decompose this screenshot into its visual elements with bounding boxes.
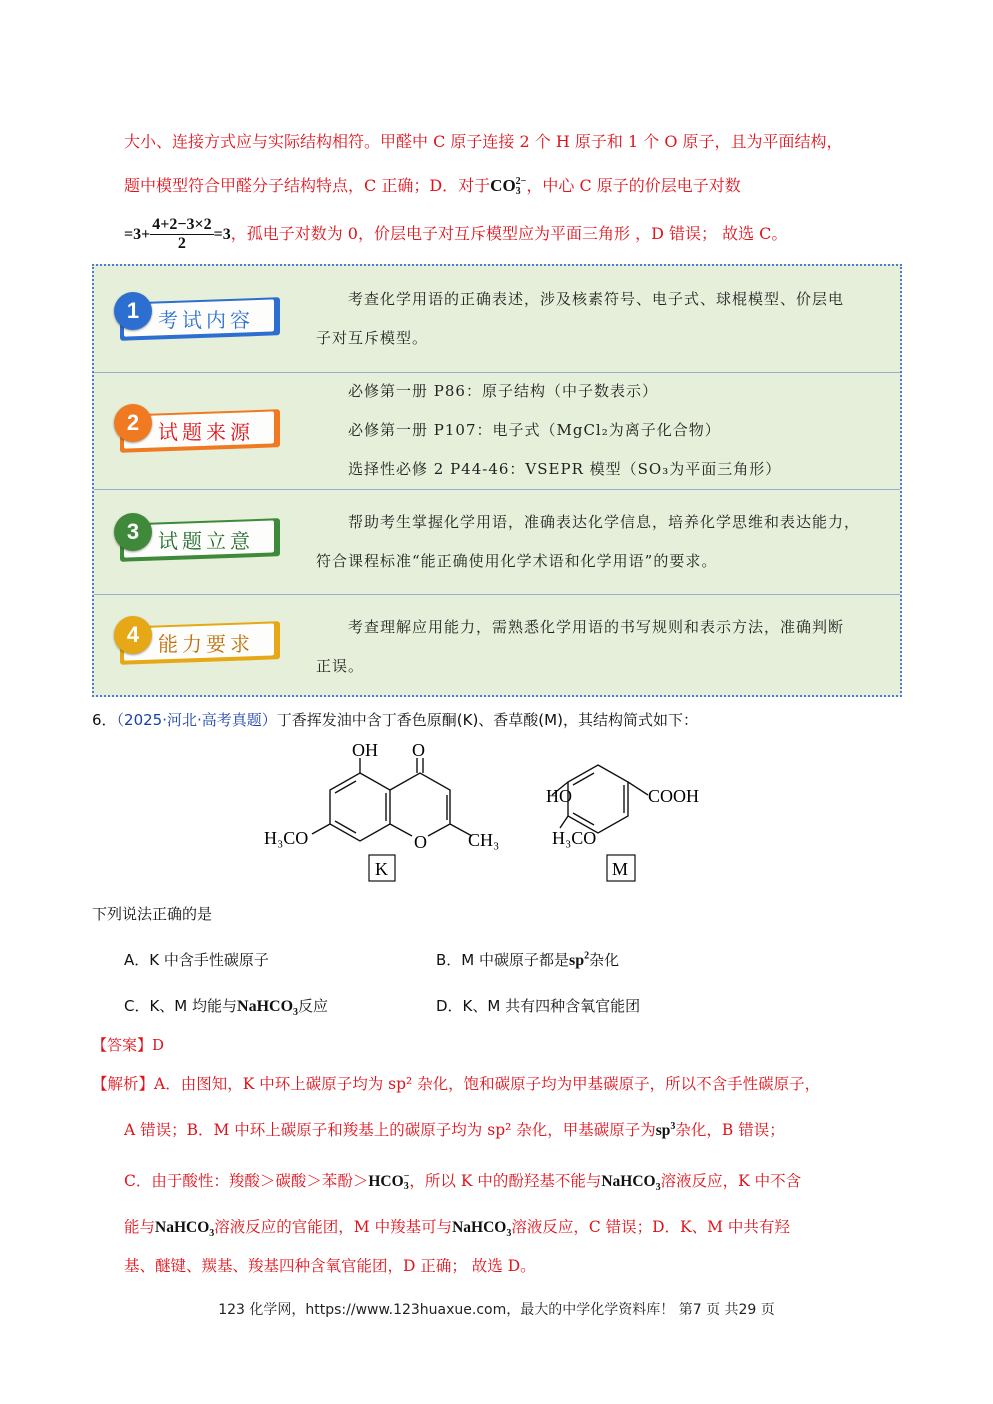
badge-1: [110, 290, 275, 342]
analysis-line-2: A 错误；B．M 中环上碳原子和羧基上的碳原子均为 sp² 杂化，甲基碳原子为$sp^3$杂化，B 错误；: [124, 1120, 785, 1139]
intro-text: 题中模型符合甲醛分子结构特点，C 正确；D．对于: [124, 176, 491, 195]
info-box: [92, 264, 902, 697]
label-H3CO-K: H₃CO: [264, 828, 309, 848]
analysis-label: 【解析】: [92, 1075, 155, 1093]
info-row-3: [94, 489, 900, 595]
intro-text: ，孤电子对数为 0，价层电子对互斥模型应为平面三角形 ，D 错误； 故选 C。: [230, 224, 788, 243]
label-HO: HO: [546, 786, 572, 806]
info-row-2: [94, 372, 900, 490]
question-stem: [92, 709, 698, 730]
question-source[interactable]: （2025·河北·高考真题）: [116, 711, 277, 729]
row-text: 考查化学用语的正确表述，涉及核素符号、电子式、球棍模型、价层电 子对互斥模型。: [316, 290, 845, 347]
equation-part: =3: [213, 226, 231, 243]
label-COOH: COOH: [648, 786, 700, 806]
badge-2: [110, 402, 275, 454]
page-footer: 123 化学网，https://www.123huaxue.com，最大的中学化学资料库！ 第7 页 共29 页: [218, 1302, 775, 1318]
question-prompt: 下列说法正确的是: [92, 905, 213, 923]
badge-number: 2: [114, 404, 152, 442]
row-text: 考查理解应用能力，需熟悉化学用语的书写规则和表示方法，准确判断 正误。: [316, 618, 845, 675]
structure-K-bonds: [312, 758, 472, 841]
badge-number: 1: [114, 292, 152, 330]
badge-label: 能力要求: [158, 632, 254, 656]
analysis-line-4: 能与NaHCO$_3$溶液反应的官能团，M 中羧基可与NaHCO$_3$溶液反应，C 错误；D．K、M 中共有羟: [124, 1218, 790, 1240]
question-number: 6．: [92, 711, 117, 729]
intro-text: ，中心 C 原子的价层电子对数: [526, 176, 741, 195]
label-O-top: O: [412, 740, 425, 760]
structure-diagram: [250, 740, 750, 890]
choice-C[interactable]: C．K、M 均能与NaHCO$_3$反应: [124, 997, 329, 1019]
badge-4: [110, 614, 275, 666]
label-CH3: CH₃: [468, 830, 500, 850]
analysis-line-1: 【解析】A．由图知，K 中环上碳原子均为 sp² 杂化，饱和碳原子均为甲基碳原子，所以不含手性碳原子，: [92, 1075, 821, 1093]
analysis-line-3: C．由于酸性：羧酸＞碳酸＞苯酚＞HCO − 3 ，所以 K 中的酚羟基不能与NaHCO$_3$溶液反应，K 中不含: [124, 1171, 802, 1194]
row-text: 必修第一册 P86：原子结构（中子数表示） 必修第一册 P107：电子式（MgCl₂为离子化合物） 选择性必修 2 P44-46：VSEPR 模型（SO₃为平面三角形）: [348, 382, 782, 478]
question-text: 丁香挥发油中含丁香色原酮(K)、香草酸(M)，其结构简式如下：: [276, 711, 698, 729]
tag-M: M: [612, 859, 629, 879]
equation-part: =3+: [124, 226, 151, 243]
answer-line: [92, 1034, 164, 1055]
badge-label: 试题来源: [158, 420, 254, 444]
choice-B[interactable]: B．M 中碳原子都是$sp^2$杂化: [436, 950, 620, 969]
label-H3CO-M: H₃CO: [552, 828, 597, 848]
intro-line-1: 大小、连接方式应与实际结构相符。甲醛中 C 原子连接 2 个 H 原子和 1 个 O 原子，且为平面结构，: [124, 132, 843, 151]
answer-value: D: [152, 1036, 165, 1054]
answer-label: 【答案】: [92, 1036, 153, 1054]
choice-A[interactable]: A．K 中含手性碳原子: [124, 951, 269, 969]
info-row-1: [94, 266, 900, 373]
badge-3: [110, 511, 275, 563]
tag-K: K: [375, 859, 388, 879]
row-text: 帮助考生掌握化学用语，准确表达化学信息，培养化学思维和表达能力， 符合课程标准“能正确使用化学术语和化学用语”的要求。: [316, 513, 861, 570]
badge-label: 考试内容: [158, 308, 254, 332]
intro-line-3: [124, 216, 787, 253]
carbonate-ion: CO 2− 3: [490, 176, 527, 198]
label-O-ring: O: [414, 832, 427, 852]
label-OH: OH: [352, 740, 378, 760]
analysis-line-5: 基、醚键、羰基、羧基四种含氧官能团，D 正确； 故选 D。: [124, 1257, 536, 1275]
fraction: $\frac{4+2-3\times 2}{2}$: [152, 216, 212, 252]
intro-line-2: [124, 173, 741, 197]
badge-label: 试题立意: [158, 529, 254, 553]
info-row-4: [94, 594, 900, 695]
badge-number: 4: [114, 616, 152, 654]
badge-number: 3: [114, 513, 152, 551]
choice-D[interactable]: D．K、M 共有四种含氧官能团: [436, 997, 641, 1015]
